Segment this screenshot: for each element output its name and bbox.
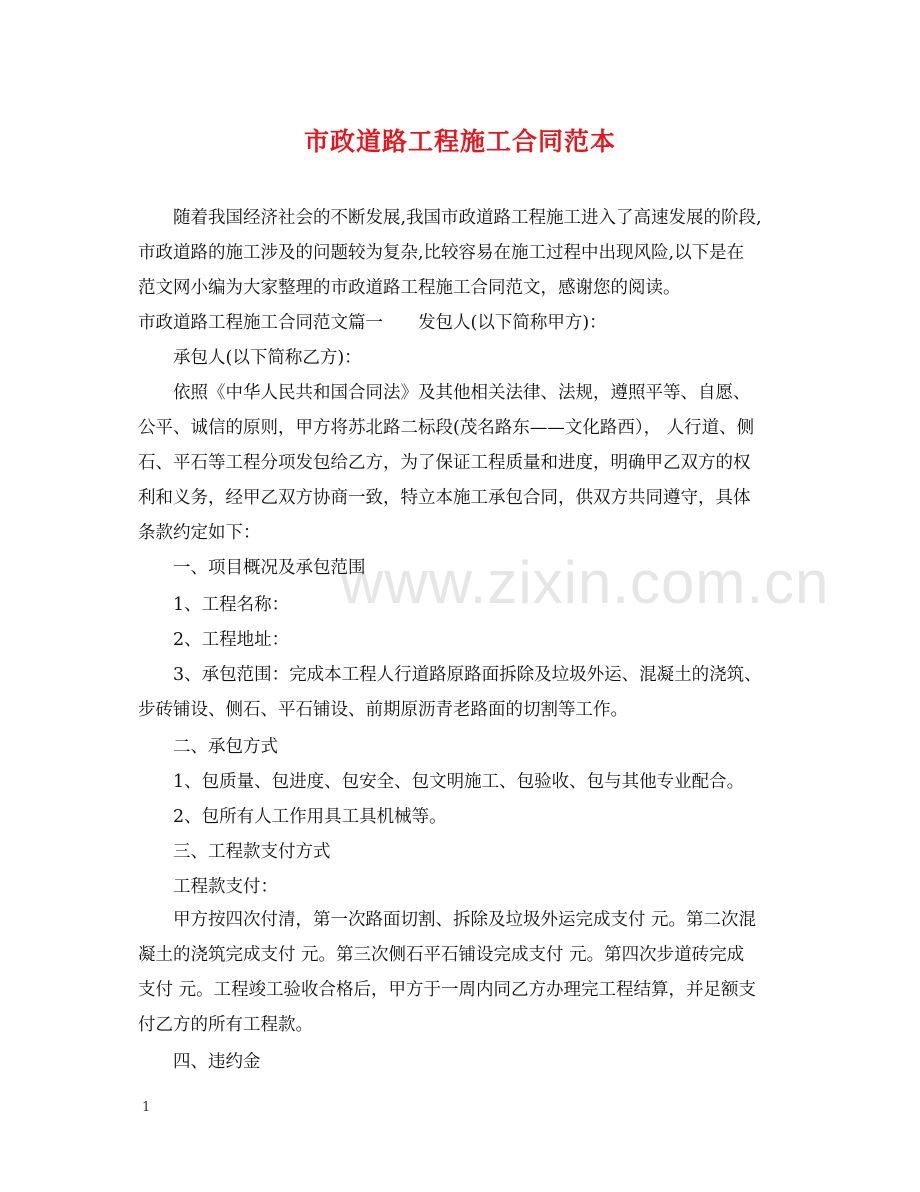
text-line: 承包人(以下简称乙方)： <box>138 348 362 368</box>
text-line: 市政道路工程施工合同范文篇一 发包人(以下简称甲方)： <box>138 313 607 333</box>
text-line: 支付 元。工程竣工验收合格后，甲方于一周内同乙方办理完工程结算，并足额支 <box>138 980 757 1000</box>
text-line: 付乙方的所有工程款。 <box>138 1015 313 1035</box>
text-line: 依照《中华人民共和国合同法》及其他相关法律、法规，遵照平等、自愿、 <box>138 383 751 403</box>
page-number: 1 <box>142 1100 151 1115</box>
text-line: 1、包质量、包进度、包安全、包文明施工、包验收、包与其他专业配合。 <box>138 772 745 792</box>
text-line: 甲方按四次付清，第一次路面切割、拆除及垃圾外运完成支付 元。第二次混 <box>138 910 757 930</box>
document-title: 市政道路工程施工合同范本 <box>303 127 616 156</box>
text-line: 步砖铺设、侧石、平石铺设、前期原沥青老路面的切割等工作。 <box>138 700 628 720</box>
watermark: www.zixin.com.cn <box>340 549 830 616</box>
text-line: 一、项目概况及承包范围 <box>138 558 366 578</box>
text-line: 市政道路的施工涉及的问题较为复杂,比较容易在施工过程中出现风险,以下是在 <box>138 243 745 263</box>
text-line: 凝土的浇筑完成支付 元。第三次侧石平石铺设完成支付 元。第四次步道砖完成 <box>138 945 745 965</box>
text-line: 2、包所有人工作用具工具机械等。 <box>138 807 447 827</box>
text-line: 工程款支付： <box>138 877 278 897</box>
text-line: 范文网小编为大家整理的市政道路工程施工合同范文，感谢您的阅读。 <box>138 278 681 298</box>
text-line: 四、违约金 <box>138 1052 261 1072</box>
text-line: 随着我国经济社会的不断发展,我国市政道路工程施工进入了高速发展的阶段, <box>138 208 762 228</box>
text-line: 条款约定如下： <box>138 523 261 543</box>
text-line: 利和义务，经甲乙双方协商一致，特立本施工承包合同，供双方共同遵守，具体 <box>138 488 751 508</box>
text-line: 石、平石等工程分项发包给乙方，为了保证工程质量和进度，明确甲乙双方的权 <box>138 453 751 473</box>
text-line: 2、工程地址： <box>138 630 290 650</box>
text-line: 公平、诚信的原则，甲方将苏北路二标段(茂名路东——文化路西）， 人行道、侧 <box>138 418 755 438</box>
text-line: 三、工程款支付方式 <box>138 842 331 862</box>
text-line: 二、承包方式 <box>138 737 278 757</box>
text-line: 3、承包范围：完成本工程人行道路原路面拆除及垃圾外运、混凝土的浇筑、 <box>138 665 762 685</box>
text-line: 1、工程名称： <box>138 595 290 615</box>
